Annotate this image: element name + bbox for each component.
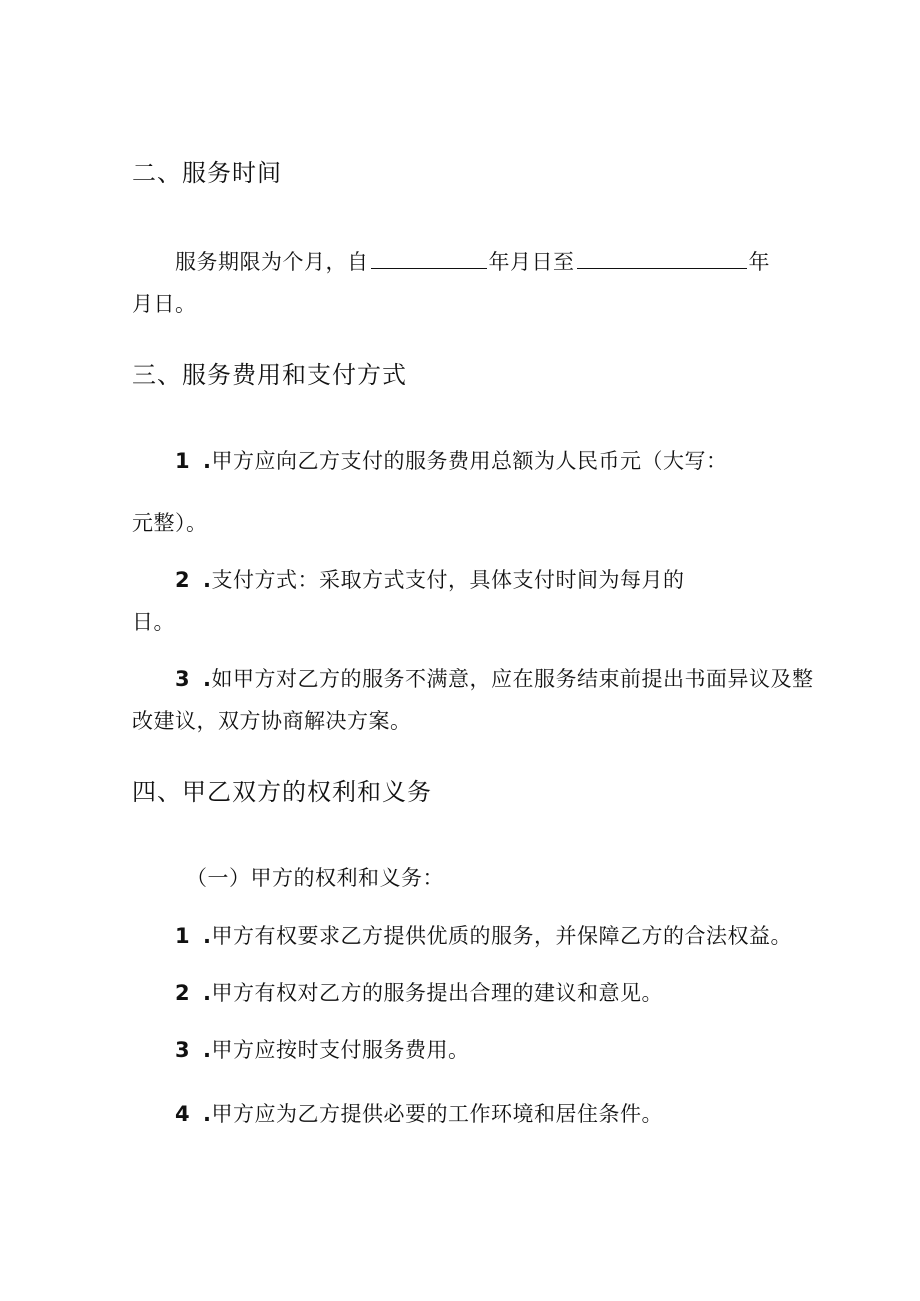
list-number: 3 [175, 1038, 191, 1062]
fee-item-2 [175, 566, 684, 594]
section-3-heading: 三、服务费用和支付方式 [132, 361, 407, 389]
party-a-subheading: （一）甲方的权利和义务： [186, 866, 444, 890]
party-a-item-1 [175, 922, 792, 950]
fee-item-3-continued: 改建议，双方协商解决方案。 [132, 709, 412, 733]
list-number: 4 [175, 1102, 191, 1126]
party-a-item-2-text: 甲方有权对乙方的服务提出合理的建议和意见。 [211, 981, 663, 1005]
list-dot: . [203, 449, 212, 473]
fee-item-1-text: 甲方应向乙方支付的服务费用总额为人民币元（大写： [211, 449, 728, 473]
list-dot: . [203, 1102, 212, 1126]
list-dot: . [203, 1038, 212, 1062]
list-number: 2 [175, 981, 191, 1005]
party-a-item-3-text: 甲方应按时支付服务费用。 [211, 1038, 470, 1062]
fee-item-2-continued: 日。 [132, 610, 175, 634]
list-number: 1 [175, 449, 191, 473]
fee-item-2-text: 支付方式：采取方式支付，具体支付时间为每月的 [211, 568, 685, 592]
party-a-item-3 [175, 1036, 469, 1064]
section-2-heading: 二、服务时间 [132, 159, 282, 187]
service-period-mid: 年月日至 [488, 250, 575, 274]
list-dot: . [203, 924, 212, 948]
list-number: 3 [175, 667, 191, 691]
list-dot: . [203, 981, 212, 1005]
service-period-line [175, 248, 770, 276]
party-a-item-4-text: 甲方应为乙方提供必要的工作环境和居住条件。 [211, 1102, 663, 1126]
list-dot: . [203, 667, 212, 691]
list-dot: . [203, 568, 212, 592]
start-date-blank[interactable] [371, 248, 487, 269]
service-period-prefix: 服务期限为个月，自 [175, 250, 369, 274]
service-period-line2: 月日。 [132, 292, 197, 316]
party-a-item-1-text: 甲方有权要求乙方提供优质的服务，并保障乙方的合法权益。 [211, 924, 792, 948]
section-4-heading: 四、甲乙双方的权利和义务 [132, 778, 432, 806]
fee-item-3 [175, 665, 813, 693]
fee-item-3-text: 如甲方对乙方的服务不满意，应在服务结束前提出书面异议及整 [211, 667, 814, 691]
party-a-item-4 [175, 1100, 663, 1128]
service-period-end: 年 [748, 250, 770, 274]
party-a-item-2 [175, 979, 663, 1007]
fee-item-1-continued: 元整）。 [132, 511, 208, 535]
fee-item-1 [175, 447, 727, 475]
list-number: 2 [175, 568, 191, 592]
list-number: 1 [175, 924, 191, 948]
end-date-blank[interactable] [577, 248, 747, 269]
